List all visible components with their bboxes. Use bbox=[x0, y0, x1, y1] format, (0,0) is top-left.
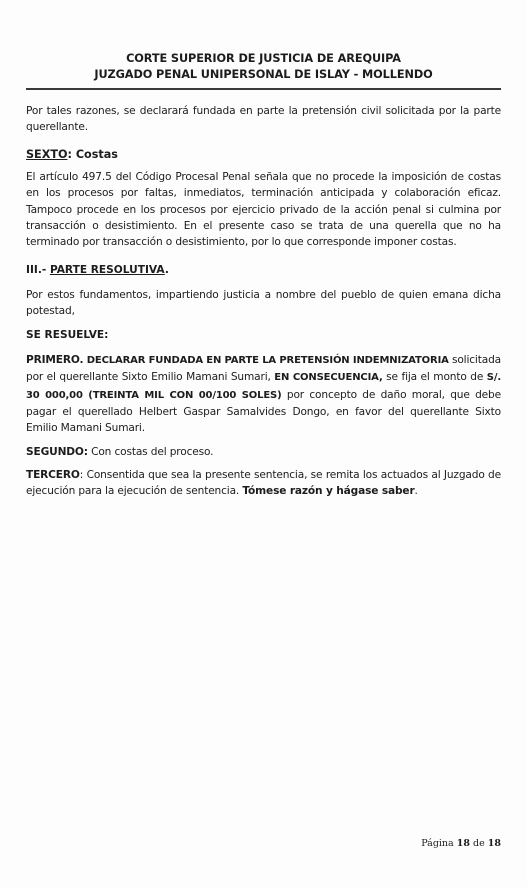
document-header bbox=[26, 51, 501, 83]
page-number bbox=[421, 838, 501, 849]
page-total: 18 bbox=[487, 838, 501, 849]
intro-paragraph: Por tales razones, se declarará fundada en parte la pretensión civil solicitada por la parte querellante. bbox=[26, 104, 501, 133]
tercero-closing: Tómese razón y hágase saber bbox=[242, 485, 415, 498]
sexto-label: SEXTO bbox=[26, 148, 68, 162]
page-word: Página bbox=[421, 838, 454, 849]
segundo-text: Con costas del proceso. bbox=[87, 445, 214, 458]
sexto-title: : Costas bbox=[67, 148, 118, 162]
fundamentos-paragraph: Por estos fundamentos, impartiendo justicia a nombre del pueblo de quien emana dicha potestad, bbox=[26, 288, 501, 317]
section-resolutiva-heading bbox=[26, 263, 501, 278]
resolutiva-suffix: . bbox=[164, 263, 169, 276]
tercero-paragraph bbox=[26, 467, 501, 500]
primero-label: PRIMERO. bbox=[26, 354, 84, 367]
primero-text-2: se fija el monto de bbox=[382, 371, 487, 384]
header-divider bbox=[26, 88, 501, 90]
page-of: de bbox=[473, 838, 485, 849]
tercero-end: . bbox=[414, 485, 418, 498]
segundo-label: SEGUNDO: bbox=[26, 445, 88, 458]
se-resuelve-heading: SE RESUELVE: bbox=[26, 329, 109, 342]
sexto-paragraph: El artículo 497.5 del Código Procesal Penal señala que no procede la imposición de costas en los procesos por faltas, inmediatos, terminación anticipada y colaboración eficaz. Tampoco procede en los procesos por ejercicio privado de la acción penal si culmina por transacción o desistimiento. En el presente caso se trata de una querella que no ha terminado por transacción o desistimiento, por lo que corresponde imponer costas. bbox=[26, 171, 501, 249]
primero-declaration: DECLARAR FUNDADA EN PARTE LA PRETENSIÓN INDEMNIZATORIA bbox=[83, 355, 449, 367]
primero-text-3: por concepto de daño moral, que debe pagar el querellado Helbert Gaspar Samalvides Dongo, en favor del querellante Sixto Emilio Mamani Sumari. bbox=[26, 388, 501, 435]
resolutiva-title: PARTE RESOLUTIVA bbox=[49, 263, 165, 276]
primero-text-1: solicitada por el querellante Sixto Emilio Mamani Sumari, bbox=[26, 354, 501, 384]
resolutiva-prefix: III.- bbox=[26, 263, 50, 276]
page-current: 18 bbox=[456, 838, 470, 849]
tercero-text: : Consentida que sea la presente sentencia, se remita los actuados al Juzgado de ejecución para la ejecución de sentencia. bbox=[26, 468, 501, 498]
court-name: CORTE SUPERIOR DE JUSTICIA DE AREQUIPA bbox=[126, 52, 401, 65]
primero-amount: S/. 30 000,00 (TREINTA MIL CON 00/100 SOLES) bbox=[26, 372, 501, 401]
document-page bbox=[26, 0, 501, 500]
tercero-label: TERCERO bbox=[26, 468, 80, 481]
section-sexto-heading bbox=[26, 147, 501, 162]
primero-paragraph bbox=[26, 352, 501, 436]
court-office: JUZGADO PENAL UNIPERSONAL DE ISLAY - MOLLENDO bbox=[94, 68, 433, 81]
primero-consecuencia: EN CONSECUENCIA, bbox=[274, 372, 383, 384]
segundo-paragraph bbox=[26, 444, 501, 460]
